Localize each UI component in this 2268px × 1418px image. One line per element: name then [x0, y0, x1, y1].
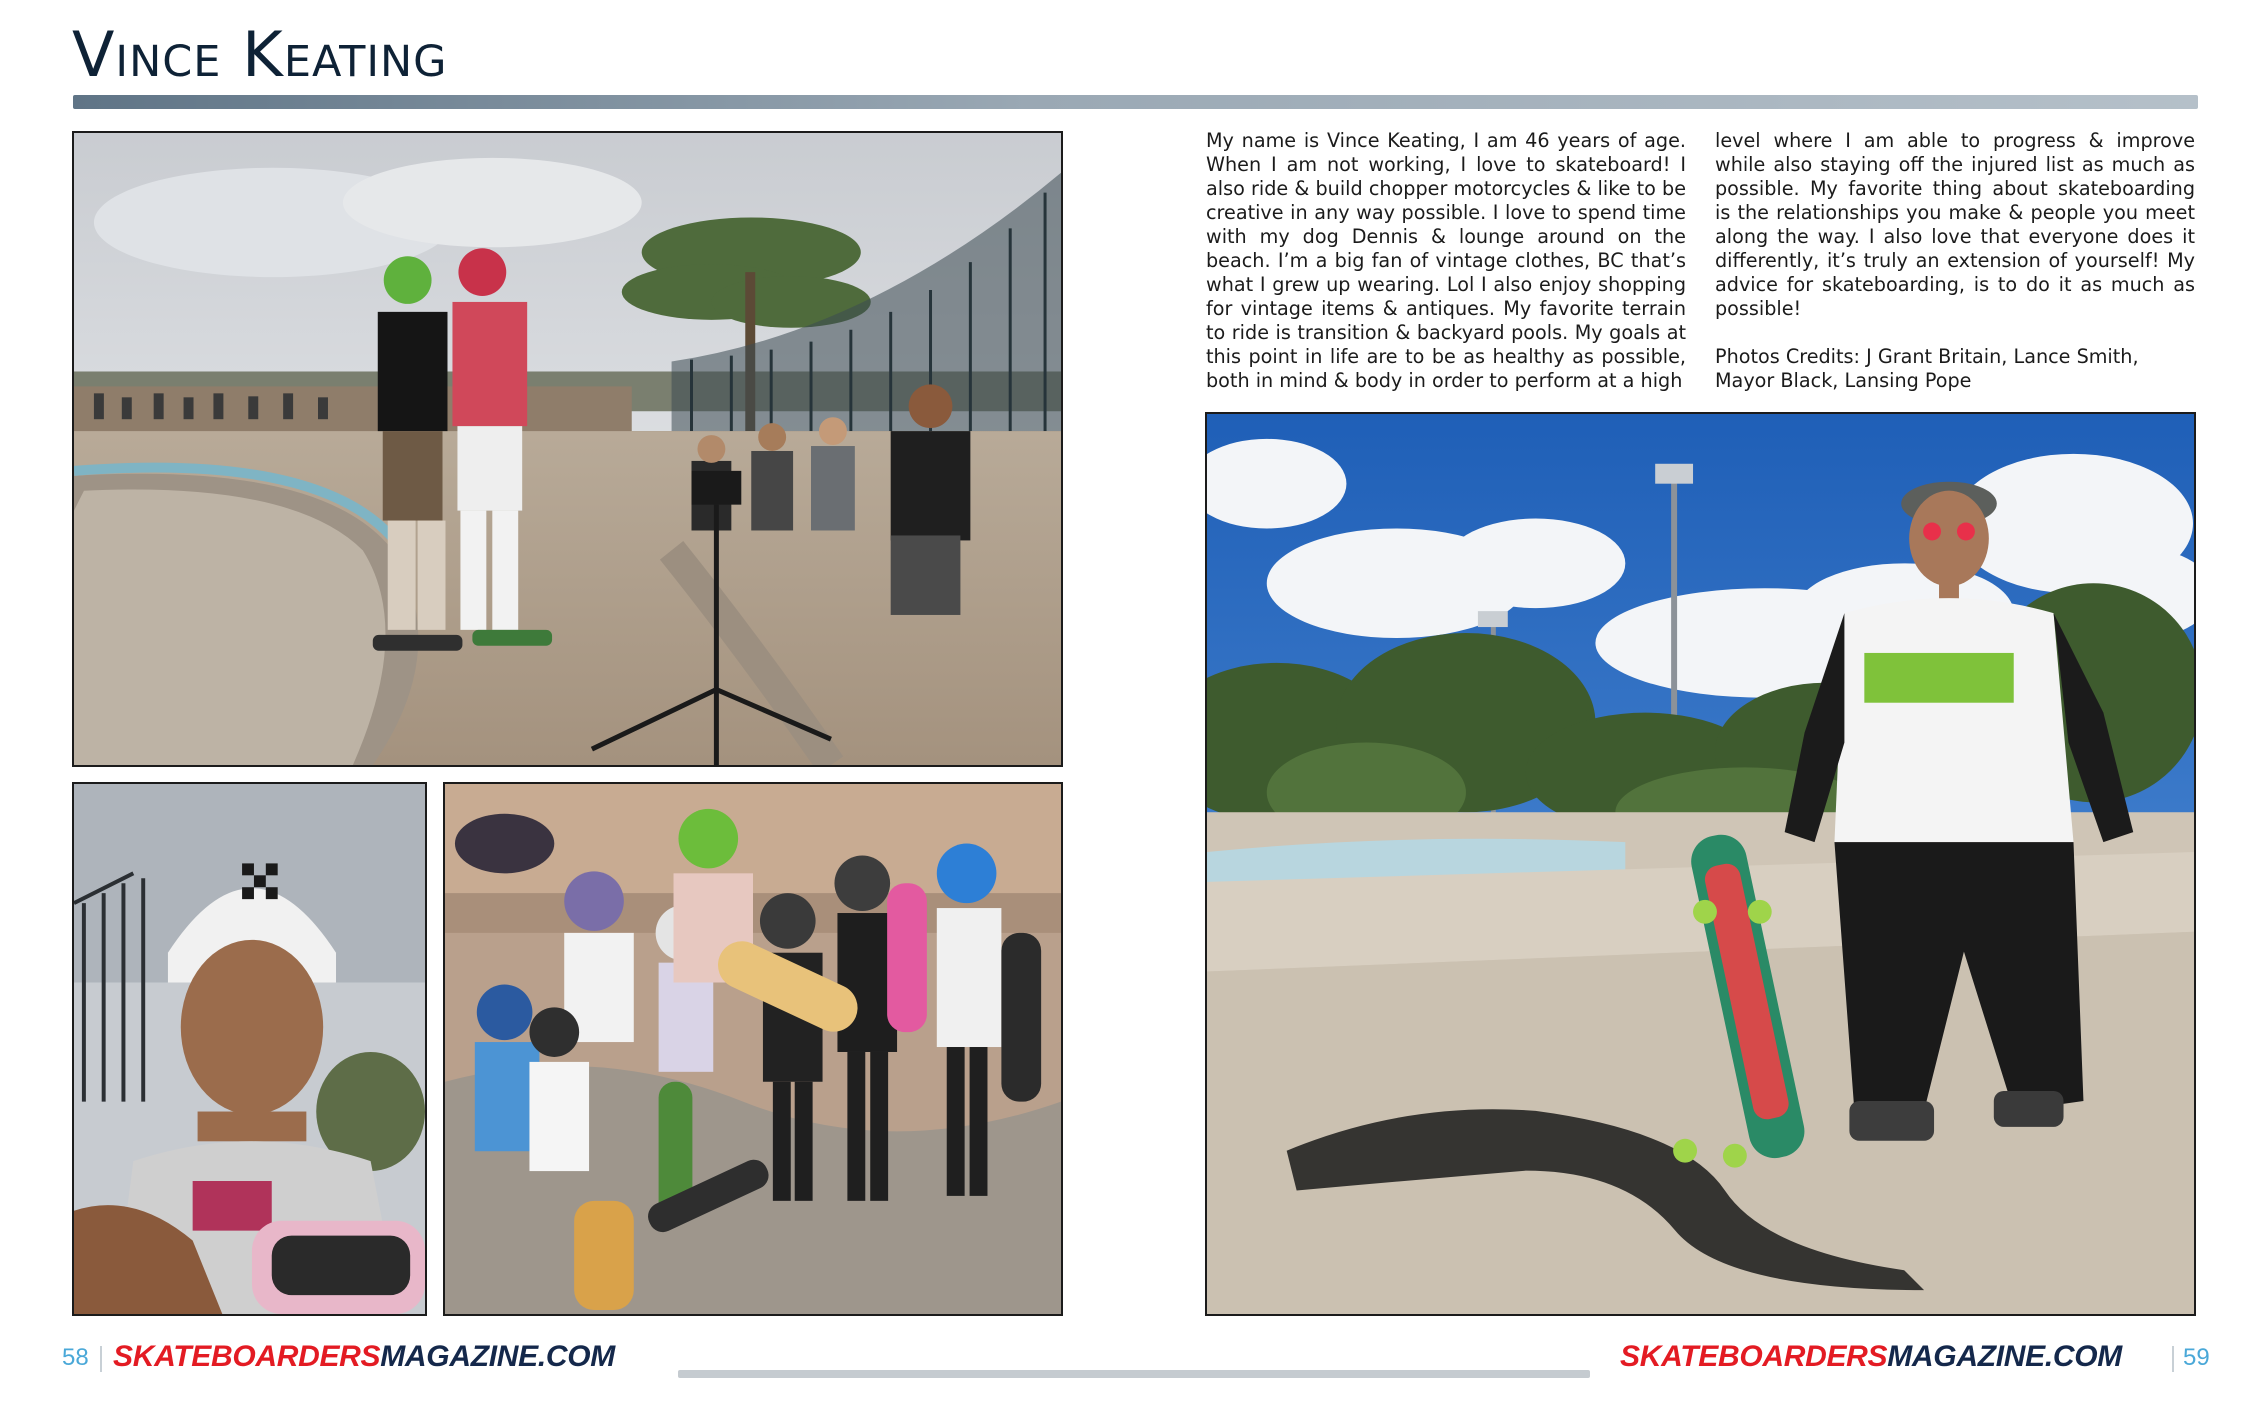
photo-helmet-selfie-illustration [74, 784, 425, 1314]
photo-skatepark-crowd [72, 131, 1063, 767]
page-number-right: 59 [2183, 1344, 2210, 1371]
brand-red-part: SKATEBOARDERS [113, 1340, 381, 1373]
page-number-left: 58 [62, 1344, 89, 1371]
photo-skater-walking [1205, 412, 2196, 1316]
footer-brand-left [113, 1340, 615, 1374]
footer-brand-right [1620, 1340, 2122, 1374]
article-column-left [1206, 129, 1686, 417]
brand-red-part: SKATEBOARDERS [1620, 1340, 1888, 1373]
brand-navy-part: MAGAZINE.COM [380, 1340, 615, 1373]
article-body-part-2: level where I am able to progress & improve while also staying off the injured list as much as possible. My favorite thing about skateboarding is the relationships you make & people you meet along the way. I also love that everyone does it differently, it’s truly an extension of yourself! My advice for skateboarding, is to do it as much as possible! [1715, 129, 2195, 320]
page-title: Vince Keating [72, 18, 448, 91]
article-body-part-1: My name is Vince Keating, I am 46 years of age. When I am not working, I love to skateboard! I also ride & build chopper motorcycles & like to be creative in any way possible. I love to spend time with my dog Dennis & lounge around on the beach. I’m a big fan of vintage clothes, BC that’s what I grew up wearing. Lol I also enjoy shopping for vintage items & antiques. My favorite terrain to ride is transition & backyard pools. My goals at this point in life are to be as healthy as possible, both in mind & body in order to perform at a high [1206, 129, 1686, 392]
footer-divider-left [100, 1346, 102, 1372]
header-rule [73, 95, 2198, 109]
photo-kids-group-illustration [445, 784, 1061, 1314]
photo-helmet-selfie [72, 782, 427, 1316]
article-column-right [1715, 129, 2195, 417]
photo-credits: Photos Credits: J Grant Britain, Lance Smith, Mayor Black, Lansing Pope [1715, 345, 2139, 392]
footer-divider-right [2172, 1346, 2174, 1372]
photo-skater-walking-illustration [1207, 414, 2194, 1314]
footer-bar [678, 1370, 1590, 1378]
photo-skatepark-crowd-illustration [74, 133, 1061, 765]
photo-kids-group [443, 782, 1063, 1316]
brand-navy-part: MAGAZINE.COM [1887, 1340, 2122, 1373]
